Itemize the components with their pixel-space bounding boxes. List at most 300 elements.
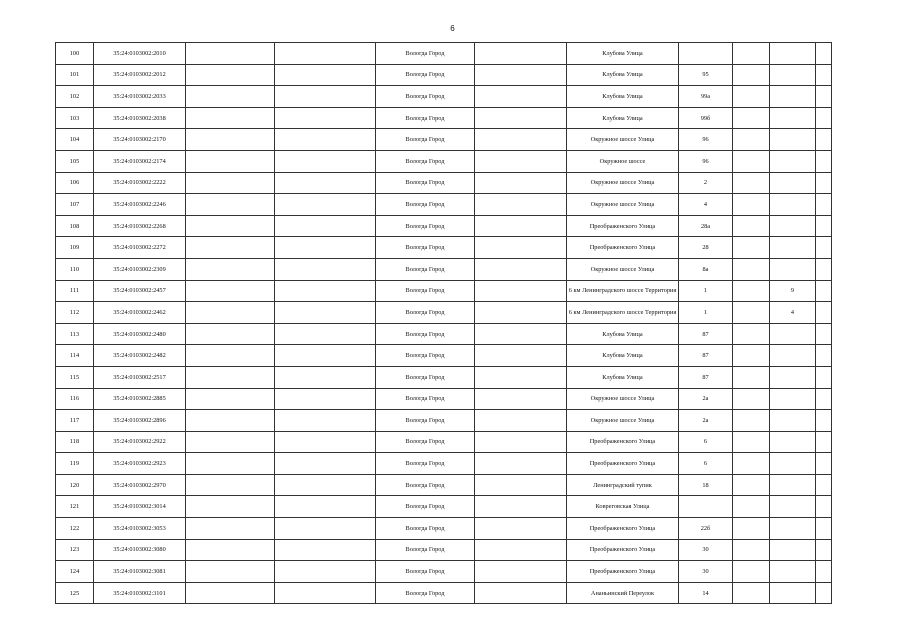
- city-cell: Вологда Город: [376, 215, 475, 237]
- house-number-cell: 96: [679, 129, 733, 151]
- cadastral-number-cell: 35:24:0103002:3014: [94, 496, 186, 518]
- empty-cell: [186, 172, 275, 194]
- city-cell: Вологда Город: [376, 107, 475, 129]
- empty-cell: [733, 107, 770, 129]
- table-row: [56, 388, 832, 410]
- city-cell: Вологда Город: [376, 129, 475, 151]
- row-number-cell: 114: [56, 345, 94, 367]
- row-number-cell: 119: [56, 453, 94, 475]
- row-number-cell: 101: [56, 64, 94, 86]
- street-cell: Ананьинский Переулок: [567, 582, 679, 604]
- empty-cell: [275, 172, 376, 194]
- cadastral-number-cell: 35:24:0103002:2272: [94, 237, 186, 259]
- cadastral-number-cell: 35:24:0103002:3081: [94, 561, 186, 583]
- street-cell: Окружное шоссе Улица: [567, 194, 679, 216]
- empty-cell: [816, 561, 832, 583]
- house-number-cell: 2а: [679, 388, 733, 410]
- row-number-cell: 104: [56, 129, 94, 151]
- empty-cell: [733, 539, 770, 561]
- street-cell: Клубова Улица: [567, 323, 679, 345]
- cadastral-number-cell: 35:24:0103002:3053: [94, 518, 186, 540]
- cadastral-number-cell: 35:24:0103002:3080: [94, 539, 186, 561]
- empty-cell: [816, 86, 832, 108]
- empty-cell: [186, 323, 275, 345]
- extra-number-cell: [770, 539, 816, 561]
- city-cell: Вологда Город: [376, 561, 475, 583]
- empty-cell: [733, 302, 770, 324]
- empty-cell: [816, 518, 832, 540]
- empty-cell: [733, 410, 770, 432]
- house-number-cell: 99а: [679, 86, 733, 108]
- table-row: [56, 518, 832, 540]
- extra-number-cell: [770, 237, 816, 259]
- street-cell: Клубова Улица: [567, 107, 679, 129]
- house-number-cell: [679, 496, 733, 518]
- city-cell: Вологда Город: [376, 539, 475, 561]
- empty-cell: [733, 64, 770, 86]
- cadastral-number-cell: 35:24:0103002:2246: [94, 194, 186, 216]
- cadastral-number-cell: 35:24:0103002:2170: [94, 129, 186, 151]
- empty-cell: [733, 150, 770, 172]
- empty-cell: [733, 496, 770, 518]
- empty-cell: [275, 280, 376, 302]
- house-number-cell: 87: [679, 323, 733, 345]
- street-cell: Преображенского Улица: [567, 215, 679, 237]
- table-row: [56, 539, 832, 561]
- extra-number-cell: [770, 107, 816, 129]
- empty-cell: [275, 366, 376, 388]
- street-cell: Ленинградский тупик: [567, 474, 679, 496]
- table-row: [56, 474, 832, 496]
- cadastral-number-cell: 35:24:0103002:2309: [94, 258, 186, 280]
- house-number-cell: 28: [679, 237, 733, 259]
- empty-cell: [733, 86, 770, 108]
- empty-cell: [275, 431, 376, 453]
- house-number-cell: 22б: [679, 518, 733, 540]
- row-number-cell: 102: [56, 86, 94, 108]
- cadastral-number-cell: 35:24:0103002:2885: [94, 388, 186, 410]
- cadastral-number-cell: 35:24:0103002:2482: [94, 345, 186, 367]
- empty-cell: [733, 431, 770, 453]
- empty-cell: [186, 496, 275, 518]
- cadastral-number-cell: 35:24:0103002:2038: [94, 107, 186, 129]
- empty-cell: [475, 194, 567, 216]
- empty-cell: [733, 453, 770, 475]
- cadastral-number-cell: 35:24:0103002:3101: [94, 582, 186, 604]
- empty-cell: [475, 518, 567, 540]
- empty-cell: [475, 215, 567, 237]
- extra-number-cell: [770, 64, 816, 86]
- empty-cell: [733, 129, 770, 151]
- house-number-cell: 1: [679, 302, 733, 324]
- table-row: [56, 496, 832, 518]
- cadastral-number-cell: 35:24:0103002:2012: [94, 64, 186, 86]
- empty-cell: [816, 388, 832, 410]
- house-number-cell: 95: [679, 64, 733, 86]
- street-cell: Окружное шоссе Улица: [567, 129, 679, 151]
- city-cell: Вологда Город: [376, 453, 475, 475]
- empty-cell: [475, 172, 567, 194]
- empty-cell: [816, 215, 832, 237]
- empty-cell: [475, 43, 567, 65]
- city-cell: Вологда Город: [376, 323, 475, 345]
- empty-cell: [475, 366, 567, 388]
- empty-cell: [186, 561, 275, 583]
- row-number-cell: 100: [56, 43, 94, 65]
- empty-cell: [475, 323, 567, 345]
- empty-cell: [816, 194, 832, 216]
- empty-cell: [275, 215, 376, 237]
- extra-number-cell: [770, 258, 816, 280]
- cadastral-number-cell: 35:24:0103002:2923: [94, 453, 186, 475]
- table-row: [56, 237, 832, 259]
- house-number-cell: 6: [679, 431, 733, 453]
- street-cell: Окружное шоссе Улица: [567, 410, 679, 432]
- table-row: [56, 172, 832, 194]
- empty-cell: [733, 172, 770, 194]
- cadastral-number-cell: 35:24:0103002:2010: [94, 43, 186, 65]
- street-cell: 6 км Ленинградского шоссе Территория: [567, 280, 679, 302]
- street-cell: Клубова Улица: [567, 366, 679, 388]
- empty-cell: [186, 258, 275, 280]
- empty-cell: [816, 129, 832, 151]
- empty-cell: [733, 258, 770, 280]
- empty-cell: [275, 410, 376, 432]
- empty-cell: [816, 474, 832, 496]
- cadastral-number-cell: 35:24:0103002:2033: [94, 86, 186, 108]
- city-cell: Вологда Город: [376, 431, 475, 453]
- empty-cell: [186, 518, 275, 540]
- empty-cell: [816, 582, 832, 604]
- street-cell: Клубова Улица: [567, 43, 679, 65]
- empty-cell: [475, 107, 567, 129]
- street-cell: Окружное шоссе: [567, 150, 679, 172]
- street-cell: 6 км Ленинградского шоссе Территория: [567, 302, 679, 324]
- table-row: [56, 323, 832, 345]
- empty-cell: [475, 129, 567, 151]
- empty-cell: [816, 237, 832, 259]
- empty-cell: [475, 150, 567, 172]
- row-number-cell: 106: [56, 172, 94, 194]
- empty-cell: [475, 539, 567, 561]
- empty-cell: [275, 194, 376, 216]
- empty-cell: [275, 388, 376, 410]
- empty-cell: [733, 582, 770, 604]
- empty-cell: [186, 237, 275, 259]
- extra-number-cell: [770, 323, 816, 345]
- empty-cell: [733, 323, 770, 345]
- row-number-cell: 122: [56, 518, 94, 540]
- house-number-cell: 14: [679, 582, 733, 604]
- cadastral-number-cell: 35:24:0103002:2457: [94, 280, 186, 302]
- empty-cell: [733, 518, 770, 540]
- table-row: [56, 64, 832, 86]
- house-number-cell: 4: [679, 194, 733, 216]
- empty-cell: [475, 302, 567, 324]
- cadastral-number-cell: 35:24:0103002:2174: [94, 150, 186, 172]
- street-cell: Клубова Улица: [567, 64, 679, 86]
- row-number-cell: 109: [56, 237, 94, 259]
- empty-cell: [733, 561, 770, 583]
- empty-cell: [275, 107, 376, 129]
- house-number-cell: 99б: [679, 107, 733, 129]
- extra-number-cell: [770, 194, 816, 216]
- empty-cell: [733, 474, 770, 496]
- street-cell: Ковреговская Улица: [567, 496, 679, 518]
- row-number-cell: 117: [56, 410, 94, 432]
- table-row: [56, 280, 832, 302]
- table-row: [56, 129, 832, 151]
- empty-cell: [816, 258, 832, 280]
- empty-cell: [475, 86, 567, 108]
- city-cell: Вологда Город: [376, 496, 475, 518]
- empty-cell: [733, 194, 770, 216]
- empty-cell: [275, 474, 376, 496]
- city-cell: Вологда Город: [376, 474, 475, 496]
- empty-cell: [275, 518, 376, 540]
- city-cell: Вологда Город: [376, 302, 475, 324]
- extra-number-cell: [770, 43, 816, 65]
- row-number-cell: 105: [56, 150, 94, 172]
- city-cell: Вологда Город: [376, 280, 475, 302]
- table-row: [56, 431, 832, 453]
- empty-cell: [733, 237, 770, 259]
- empty-cell: [186, 64, 275, 86]
- empty-cell: [275, 582, 376, 604]
- extra-number-cell: [770, 215, 816, 237]
- house-number-cell: 6: [679, 453, 733, 475]
- empty-cell: [816, 107, 832, 129]
- empty-cell: [186, 539, 275, 561]
- empty-cell: [475, 345, 567, 367]
- empty-cell: [186, 388, 275, 410]
- row-number-cell: 116: [56, 388, 94, 410]
- empty-cell: [733, 280, 770, 302]
- row-number-cell: 103: [56, 107, 94, 129]
- empty-cell: [816, 43, 832, 65]
- cadastral-number-cell: 35:24:0103002:2970: [94, 474, 186, 496]
- empty-cell: [186, 453, 275, 475]
- cadastral-number-cell: 35:24:0103002:2222: [94, 172, 186, 194]
- extra-number-cell: [770, 150, 816, 172]
- table-row: [56, 453, 832, 475]
- row-number-cell: 107: [56, 194, 94, 216]
- city-cell: Вологда Город: [376, 518, 475, 540]
- row-number-cell: 110: [56, 258, 94, 280]
- empty-cell: [816, 280, 832, 302]
- table-row: [56, 107, 832, 129]
- row-number-cell: 124: [56, 561, 94, 583]
- city-cell: Вологда Город: [376, 194, 475, 216]
- empty-cell: [816, 345, 832, 367]
- empty-cell: [186, 431, 275, 453]
- city-cell: Вологда Город: [376, 366, 475, 388]
- street-cell: Преображенского Улица: [567, 539, 679, 561]
- empty-cell: [275, 496, 376, 518]
- empty-cell: [275, 64, 376, 86]
- page-number: 6: [450, 24, 455, 33]
- table-row: [56, 561, 832, 583]
- extra-number-cell: [770, 582, 816, 604]
- city-cell: Вологда Город: [376, 237, 475, 259]
- house-number-cell: 2: [679, 172, 733, 194]
- extra-number-cell: [770, 86, 816, 108]
- house-number-cell: 8а: [679, 258, 733, 280]
- empty-cell: [475, 561, 567, 583]
- row-number-cell: 111: [56, 280, 94, 302]
- row-number-cell: 118: [56, 431, 94, 453]
- empty-cell: [275, 345, 376, 367]
- table-row: [56, 410, 832, 432]
- city-cell: Вологда Город: [376, 64, 475, 86]
- extra-number-cell: [770, 496, 816, 518]
- empty-cell: [275, 539, 376, 561]
- house-number-cell: [679, 43, 733, 65]
- extra-number-cell: [770, 518, 816, 540]
- street-cell: Преображенского Улица: [567, 518, 679, 540]
- row-number-cell: 113: [56, 323, 94, 345]
- empty-cell: [816, 410, 832, 432]
- empty-cell: [816, 172, 832, 194]
- extra-number-cell: 9: [770, 280, 816, 302]
- city-cell: Вологда Город: [376, 172, 475, 194]
- empty-cell: [186, 582, 275, 604]
- city-cell: Вологда Город: [376, 345, 475, 367]
- street-cell: Преображенского Улица: [567, 431, 679, 453]
- street-cell: Преображенского Улица: [567, 453, 679, 475]
- city-cell: Вологда Город: [376, 150, 475, 172]
- empty-cell: [816, 366, 832, 388]
- street-cell: Окружное шоссе Улица: [567, 258, 679, 280]
- empty-cell: [475, 64, 567, 86]
- empty-cell: [186, 150, 275, 172]
- street-cell: Окружное шоссе Улица: [567, 388, 679, 410]
- empty-cell: [186, 302, 275, 324]
- empty-cell: [475, 496, 567, 518]
- house-number-cell: 87: [679, 345, 733, 367]
- house-number-cell: 30: [679, 561, 733, 583]
- table-body: [56, 43, 832, 604]
- empty-cell: [475, 582, 567, 604]
- empty-cell: [733, 215, 770, 237]
- extra-number-cell: [770, 366, 816, 388]
- empty-cell: [186, 43, 275, 65]
- extra-number-cell: [770, 561, 816, 583]
- empty-cell: [186, 107, 275, 129]
- extra-number-cell: [770, 410, 816, 432]
- extra-number-cell: [770, 474, 816, 496]
- empty-cell: [186, 474, 275, 496]
- table-row: [56, 582, 832, 604]
- cadastral-number-cell: 35:24:0103002:2896: [94, 410, 186, 432]
- empty-cell: [475, 280, 567, 302]
- empty-cell: [275, 302, 376, 324]
- empty-cell: [275, 86, 376, 108]
- empty-cell: [186, 86, 275, 108]
- cadastral-table: [55, 42, 832, 604]
- empty-cell: [275, 150, 376, 172]
- empty-cell: [733, 345, 770, 367]
- table-row: [56, 86, 832, 108]
- table-row: [56, 345, 832, 367]
- row-number-cell: 125: [56, 582, 94, 604]
- empty-cell: [275, 453, 376, 475]
- empty-cell: [475, 258, 567, 280]
- city-cell: Вологда Город: [376, 86, 475, 108]
- cadastral-number-cell: 35:24:0103002:2922: [94, 431, 186, 453]
- empty-cell: [816, 496, 832, 518]
- row-number-cell: 123: [56, 539, 94, 561]
- extra-number-cell: 4: [770, 302, 816, 324]
- cadastral-number-cell: 35:24:0103002:2268: [94, 215, 186, 237]
- row-number-cell: 112: [56, 302, 94, 324]
- city-cell: Вологда Город: [376, 388, 475, 410]
- house-number-cell: 2а: [679, 410, 733, 432]
- row-number-cell: 108: [56, 215, 94, 237]
- empty-cell: [816, 539, 832, 561]
- empty-cell: [816, 323, 832, 345]
- cadastral-number-cell: 35:24:0103002:2480: [94, 323, 186, 345]
- house-number-cell: 87: [679, 366, 733, 388]
- city-cell: Вологда Город: [376, 43, 475, 65]
- extra-number-cell: [770, 388, 816, 410]
- extra-number-cell: [770, 453, 816, 475]
- house-number-cell: 1: [679, 280, 733, 302]
- street-cell: Клубова Улица: [567, 345, 679, 367]
- table-row: [56, 150, 832, 172]
- city-cell: Вологда Город: [376, 410, 475, 432]
- street-cell: Клубова Улица: [567, 86, 679, 108]
- row-number-cell: 120: [56, 474, 94, 496]
- cadastral-number-cell: 35:24:0103002:2517: [94, 366, 186, 388]
- street-cell: Преображенского Улица: [567, 561, 679, 583]
- table-row: [56, 302, 832, 324]
- empty-cell: [186, 410, 275, 432]
- table-row: [56, 194, 832, 216]
- empty-cell: [275, 237, 376, 259]
- empty-cell: [186, 129, 275, 151]
- empty-cell: [475, 431, 567, 453]
- house-number-cell: 28а: [679, 215, 733, 237]
- table-row: [56, 258, 832, 280]
- empty-cell: [733, 388, 770, 410]
- empty-cell: [186, 194, 275, 216]
- extra-number-cell: [770, 129, 816, 151]
- house-number-cell: 30: [679, 539, 733, 561]
- cadastral-number-cell: 35:24:0103002:2462: [94, 302, 186, 324]
- empty-cell: [816, 302, 832, 324]
- empty-cell: [733, 366, 770, 388]
- empty-cell: [275, 258, 376, 280]
- extra-number-cell: [770, 345, 816, 367]
- empty-cell: [275, 323, 376, 345]
- city-cell: Вологда Город: [376, 258, 475, 280]
- empty-cell: [186, 366, 275, 388]
- row-number-cell: 121: [56, 496, 94, 518]
- empty-cell: [275, 561, 376, 583]
- table-row: [56, 43, 832, 65]
- empty-cell: [475, 474, 567, 496]
- house-number-cell: 96: [679, 150, 733, 172]
- empty-cell: [816, 150, 832, 172]
- city-cell: Вологда Город: [376, 582, 475, 604]
- row-number-cell: 115: [56, 366, 94, 388]
- empty-cell: [816, 453, 832, 475]
- street-cell: Преображенского Улица: [567, 237, 679, 259]
- empty-cell: [275, 43, 376, 65]
- empty-cell: [816, 431, 832, 453]
- empty-cell: [186, 215, 275, 237]
